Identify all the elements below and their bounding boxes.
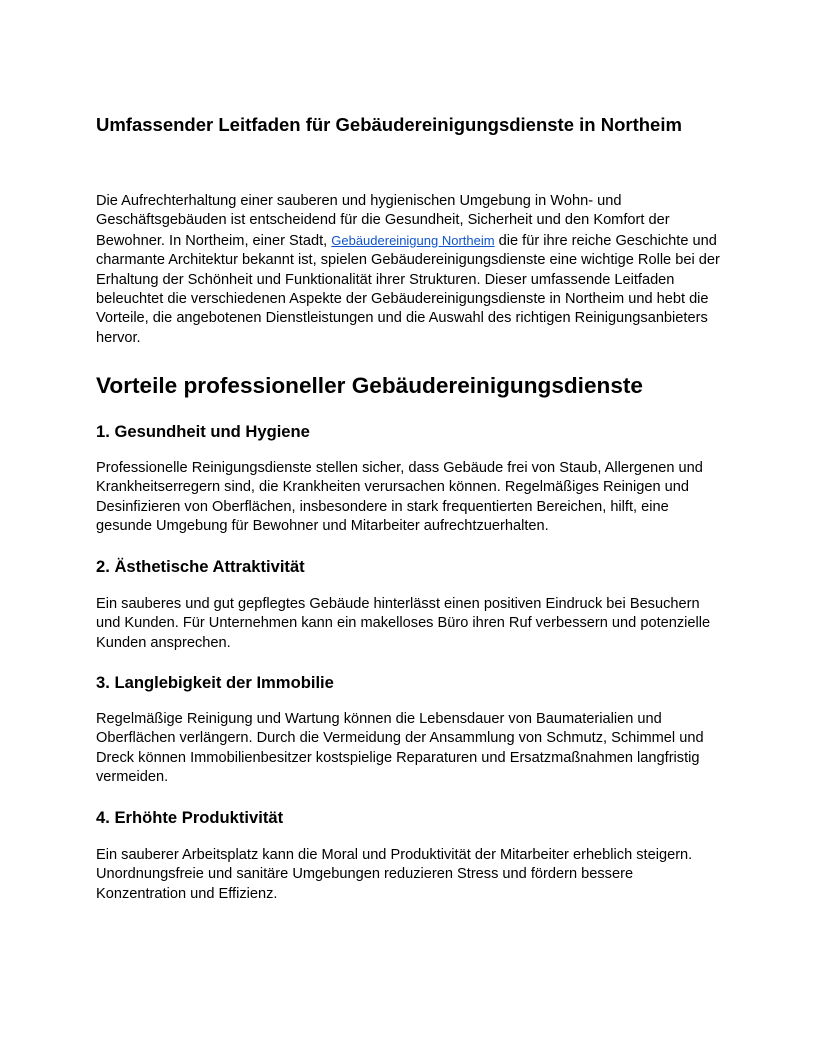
subheading-aesthetic-appeal: 2. Ästhetische Attraktivität (96, 557, 305, 576)
subheading-property-longevity: 3. Langlebigkeit der Immobilie (96, 673, 334, 692)
intro-text-after-link: die für ihre reiche Geschichte und charmante Architektur bekannt ist, spielen Gebäudereinigungsdienste eine wichtige Rolle bei der Erhaltung der Schönheit und Funktionalität ihrer Strukturen. Dieser umfassende Leitfaden beleuchtet die verschiedenen Aspekte der Gebäudereinigungsdienste in Northeim und hebt die Vorteile, die angebotenen Dienstleistungen und die Auswahl des richtigen Reinigungsanbieters hervor. (96, 232, 720, 346)
intro-paragraph (96, 192, 720, 348)
gebaeudereinigung-northeim-link[interactable]: Gebäudereinigung Northeim (331, 232, 495, 248)
intro-text-before-link: Die Aufrechterhaltung einer sauberen und hygienischen Umgebung in Wohn- und Geschäftsgebäuden ist entscheidend für die Gesundheit, Sicherheit und den Komfort der Bewohner. In Northeim, einer Stadt, (96, 193, 670, 249)
subheading-productivity: 4. Erhöhte Produktivität (96, 808, 284, 827)
paragraph-property-longevity: Regelmäßige Reinigung und Wartung können die Lebensdauer von Baumaterialien und Oberflächen verlängern. Durch die Vermeidung der Ansammlung von Schmutz, Schimmel und Dreck können Immobilienbesitzer kostspielige Reparaturen und Ersatzmaßnahmen langfristig vermeiden. (96, 711, 704, 786)
paragraph-productivity: Ein sauberer Arbeitsplatz kann die Moral und Produktivität der Mitarbeiter erheblich steigern. Unordnungsfreie und sanitäre Umgebungen reduzieren Stress und fördern bessere Konzentration und Effizienz. (96, 847, 693, 902)
subheading-health-hygiene: 1. Gesundheit und Hygiene (96, 422, 310, 441)
paragraph-health-hygiene: Professionelle Reinigungsdienste stellen sicher, dass Gebäude frei von Staub, Allergenen und Krankheitserregern sind, die Krankheiten verursachen können. Regelmäßiges Reinigen und Desinfizieren von Oberflächen, insbesondere in stark frequentierten Bereichen, hilft, eine gesunde Umgebung für Bewohner und Mitarbeiter aufrechtzuerhalten. (96, 460, 703, 535)
document-title: Umfassender Leitfaden für Gebäudereinigungsdienste in Northeim (96, 114, 682, 135)
section-heading-benefits: Vorteile professioneller Gebäudereinigungsdienste (96, 373, 643, 398)
paragraph-aesthetic-appeal: Ein sauberes und gut gepflegtes Gebäude hinterlässt einen positiven Eindruck bei Besuchern und Kunden. Für Unternehmen kann ein makelloses Büro ihren Ruf verbessern und potenzielle Kunden ansprechen. (96, 596, 711, 651)
